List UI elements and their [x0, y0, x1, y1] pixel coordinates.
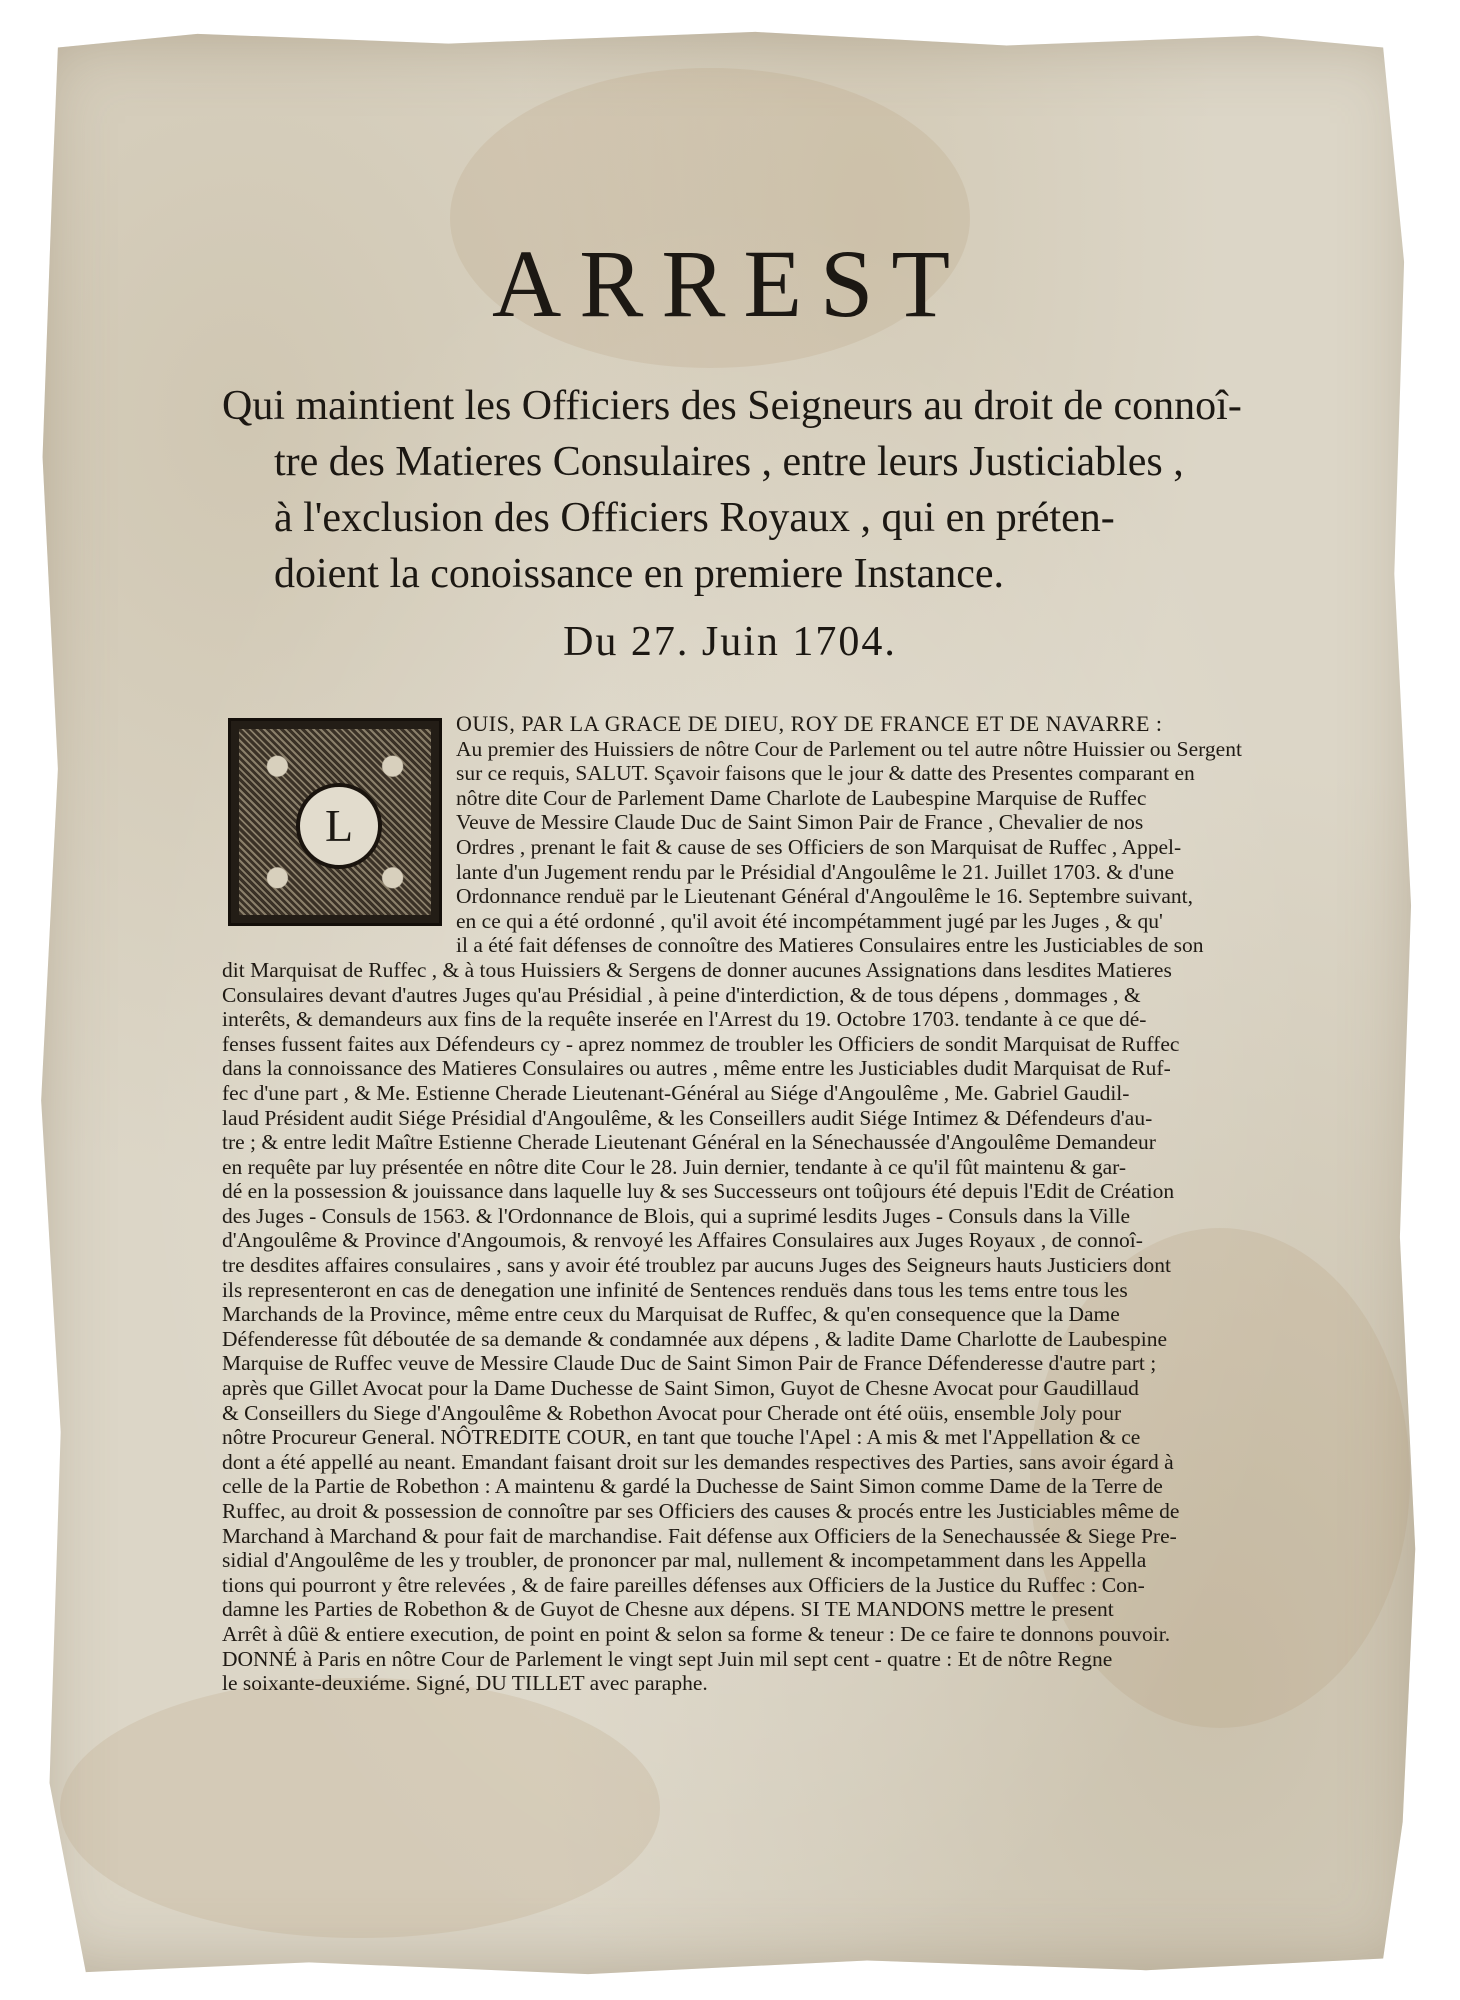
document-subtitle	[222, 378, 1302, 602]
body-line: fenses fussent faites aux Défendeurs cy - aprez nommez de troubler les Officiers de sondit Marquisat de Ruffec	[222, 1031, 1180, 1056]
body-line: Au premier des Huissiers de nôtre Cour de Parlement ou tel autre nôtre Huissier ou Sergent	[456, 736, 1242, 761]
body-line: d'Angoulême & Province d'Angoumois, & renvoyé les Affaires Consulaires aux Juges Royaux , de connoî-	[222, 1228, 1143, 1253]
body-line: dit Marquisat de Ruffec , & à tous Huissiers & Sergens de donner aucunes Assignations dans lesdites Matieres	[222, 957, 1172, 982]
body-line: tre desdites affaires consulaires , sans y avoir été troublez par aucuns Juges des Seigneurs hauts Justiciers dont	[222, 1253, 1171, 1278]
body-line: des Juges - Consuls de 1563. & l'Ordonnance de Blois, qui a suprimé lesdits Juges - Consuls dans la Ville	[222, 1203, 1131, 1228]
body-line: sur ce requis, SALUT. Sçavoir faisons que le jour & datte des Presentes comparant en	[456, 761, 1195, 786]
body-line: laud Président audit Siége Présidial d'Angoulême, & les Conseillers audit Siége Intimez & Défendeurs d'au-	[222, 1105, 1153, 1130]
document-body	[222, 712, 1308, 1696]
body-line: en requête par luy présentée en nôtre dite Cour le 28. Juin dernier, tendante à ce qu'il fût maintenu & gar-	[222, 1154, 1127, 1179]
body-line: Marchands de la Province, même entre ceux du Marquisat de Ruffec, & qu'en consequence que la Dame	[222, 1302, 1120, 1327]
body-line: dé en la possession & jouissance dans laquelle luy & ses Successeurs ont toûjours été depuis l'Edit de Création	[222, 1179, 1175, 1204]
body-line: Consulaires devant d'autres Juges qu'au Présidial , à peine d'interdiction, & de tous dépens , dommages , &	[222, 982, 1141, 1007]
body-line: sidial d'Angoulême de les y troubler, de prononcer par mal, nullement & incompetamment dans les Appella	[222, 1548, 1147, 1573]
document-title: ARREST	[491, 230, 969, 337]
body-line: il a été fait défenses de connoître des Matieres Consulaires entre les Justiciables de son	[456, 933, 1204, 958]
water-stain	[60, 1678, 660, 1938]
body-line: nôtre dite Cour de Parlement Dame Charlote de Laubespine Marquise de Ruffec	[456, 785, 1147, 810]
body-line: Marquise de Ruffec veuve de Messire Claude Duc de Saint Simon Pair de France Défenderesse d'autre part ;	[222, 1351, 1157, 1376]
body-line: lante d'un Jugement rendu par le Présidial d'Angoulême le 21. Juillet 1703. & d'une	[456, 859, 1174, 884]
body-line: Défenderesse fût déboutée de sa demande & condamnée aux dépens , & ladite Dame Charlotte de Laubespine	[222, 1326, 1168, 1351]
body-line: Ordonnance renduë par le Lieutenant Général d'Angoulême le 16. Septembre suivant,	[456, 884, 1193, 909]
body-line: damne les Parties de Robethon & de Guyot de Chesne aux dépens. SI TE MANDONS mettre le present	[222, 1597, 1114, 1622]
body-line: en ce qui a été ordonné , qu'il avoit été incompétamment jugé par les Juges , & qu'	[456, 908, 1163, 933]
subtitle-line: tre des Matieres Consulaires , entre leurs Justiciables ,	[274, 439, 1184, 485]
body-line: Arrêt à dûë & entiere execution, de point en point & selon sa forme & teneur : De ce faire te donnons pouvoir.	[222, 1621, 1171, 1646]
body-line: celle de la Partie de Robethon : A maintenu & gardé la Duchesse de Saint Simon comme Dame de la Terre de	[222, 1474, 1163, 1499]
body-line: & Conseillers du Siege d'Angoulême & Robethon Avocat pour Cherade ont été oüis, ensemble Joly pour	[222, 1400, 1122, 1425]
body-line: le soixante-deuxiéme. Signé, DU TILLET avec paraphe.	[222, 1671, 708, 1696]
body-line: après que Gillet Avocat pour la Dame Duchesse de Saint Simon, Guyot de Chesne Avocat pour Gaudillaud	[222, 1376, 1139, 1401]
body-line: Ruffec, au droit & possession de connoître par ses Officiers des causes & procés entre les Justiciables même de	[222, 1499, 1180, 1523]
body-line: nôtre Procureur General. NÔTREDITE COUR, en tant que touche l'Apel : A mis & met l'Appellation & ce	[222, 1425, 1141, 1450]
body-line: dont a été appellé au neant. Emandant faisant droit sur les demandes respectives des Parties, sans avoir égard à	[222, 1449, 1174, 1474]
body-line: DONNÉ à Paris en nôtre Cour de Parlement le vingt sept Juin mil sept cent - quatre : Et de nôtre Regne	[222, 1646, 1113, 1671]
body-line: Marchand à Marchand & pour fait de marchandise. Fait défense aux Officiers de la Senechaussée & Siege Pre-	[222, 1523, 1177, 1548]
body-line: ils representeront en cas de denegation une infinité de Sentences renduës dans tous les tems entre tous les	[222, 1277, 1128, 1302]
subtitle-line: doient la conoissance en premiere Instance.	[274, 551, 1005, 597]
body-line: tre ; & entre ledit Maître Estienne Cherade Lieutenant Général en la Sénechaussée d'Angoulême Demandeur	[222, 1130, 1156, 1155]
body-line: fec d'une part , & Me. Estienne Cherade Lieutenant-Général au Siége d'Angoulême , Me. Gabriel Gaudil-	[222, 1080, 1130, 1105]
body-line: OUIS, PAR LA GRACE DE DIEU, ROY DE FRANCE ET DE NAVARRE :	[456, 711, 1163, 736]
initial-letter: L	[324, 800, 354, 851]
document-date: Du 27. Juin 1704.	[563, 619, 897, 665]
body-line: dans la connoissance des Matieres Consulaires ou autres , même entre les Justiciables dudit Marquisat de Ruf-	[222, 1056, 1171, 1081]
body-line: tions qui pourront y être relevées , & de faire pareilles défenses aux Officiers de la Justice du Ruffec : Con-	[222, 1572, 1145, 1597]
body-line: Ordres , prenant le fait & cause de ses Officiers de son Marquisat de Ruffec , Appel-	[456, 834, 1182, 859]
body-line: interêts, & demandeurs aux fins de la requête inserée en l'Arrest du 19. Octobre 1703. tendante à ce que dé-	[222, 1007, 1147, 1032]
subtitle-line: Qui maintient les Officiers des Seigneurs au droit de connoî-	[222, 383, 1242, 429]
subtitle-line: à l'exclusion des Officiers Royaux , qui en préten-	[274, 495, 1115, 541]
body-line: Veuve de Messire Claude Duc de Saint Simon Pair de France , Chevalier de nos	[456, 810, 1144, 835]
